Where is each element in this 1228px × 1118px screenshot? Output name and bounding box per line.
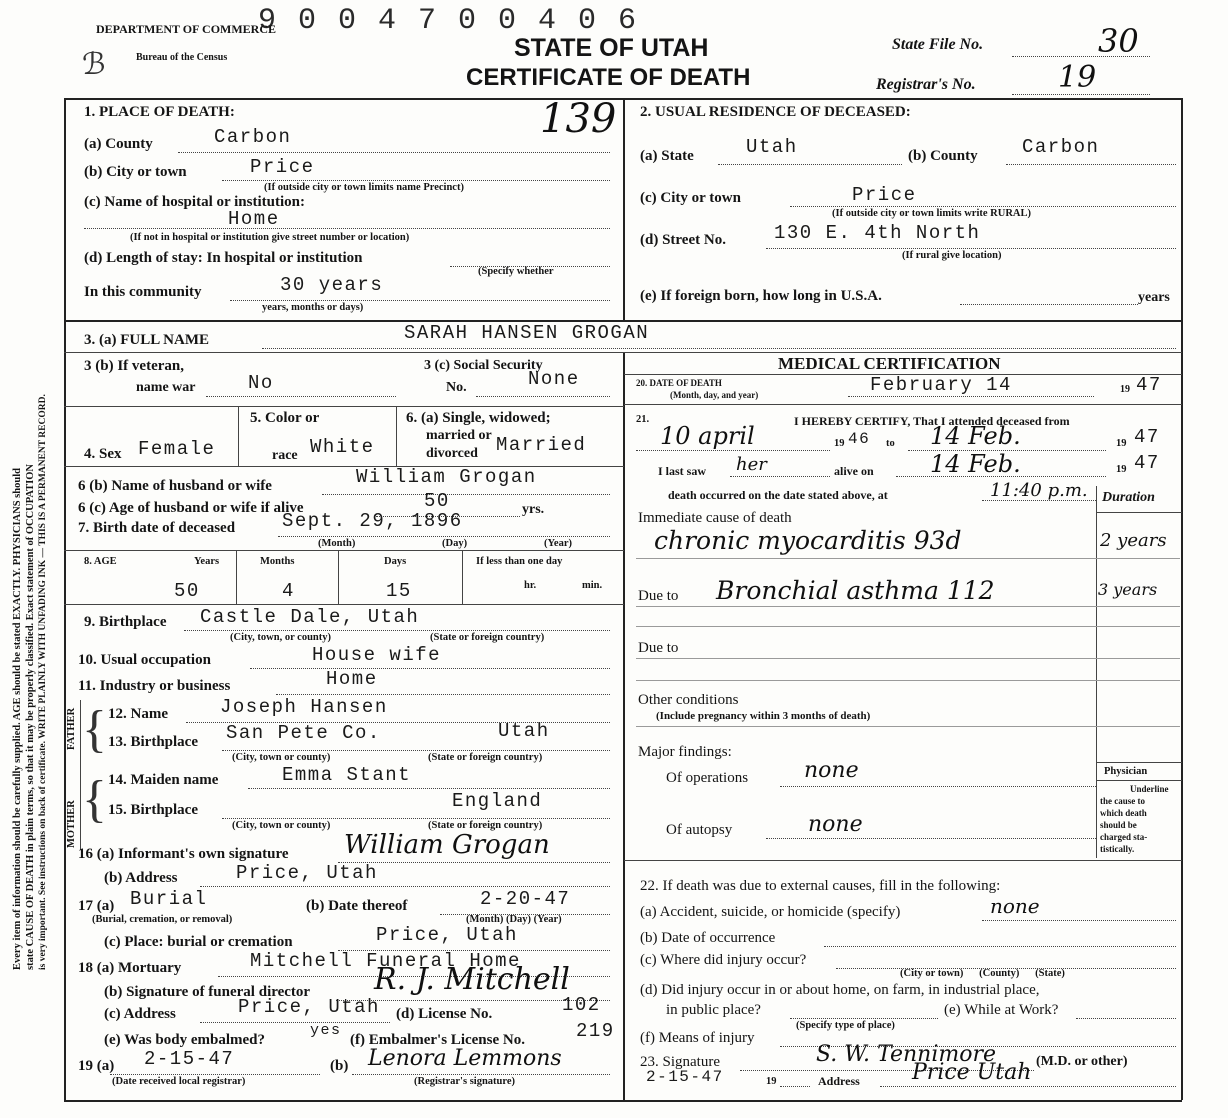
item21-label: 21. (636, 414, 650, 425)
license-label: (d) License No. (396, 1006, 493, 1022)
mother-birthplace-state: England (452, 790, 543, 812)
death-city-value: Price (250, 156, 315, 178)
res-state-value: Utah (746, 136, 798, 158)
license-value: 102 (562, 994, 601, 1016)
mother-bp-note-state: (State or foreign country) (428, 820, 543, 831)
physician-signature: S. W. Tennimore (816, 1042, 997, 1067)
veteran-value: No (248, 372, 274, 394)
res-city-note: (If outside city or town limits write RURAL) (832, 208, 1031, 219)
sig-year-prefix: 19 (766, 1076, 777, 1087)
death-city-note: (If outside city or town limits name Precinct) (264, 182, 464, 193)
res-county-value: Carbon (1022, 136, 1100, 158)
state-file-number: 30 (1098, 22, 1139, 60)
occurrence-date-label: (b) Date of occurrence (640, 930, 776, 946)
medical-title: MEDICAL CERTIFICATION (778, 354, 1001, 373)
to-year-value: 47 (1134, 426, 1160, 448)
attended-from-date: 10 april (660, 422, 755, 450)
informant-address-label: (b) Address (104, 870, 178, 886)
registrar-signature: Lenora Lemmons (368, 1046, 562, 1071)
injury-where-note: (City or town) (County) (State) (900, 968, 1065, 979)
race-label: race (272, 448, 298, 463)
marital-label: 6. (a) Single, widowed; (406, 410, 551, 426)
director-signature: R. J. Mitchell (374, 962, 570, 997)
registrar-label: Registrar's No. (876, 76, 976, 93)
death-time: 11:40 p.m. (990, 480, 1088, 501)
burial-date-value: 2-20-47 (480, 888, 571, 910)
father-name-label: 12. Name (108, 706, 168, 722)
to-year-prefix: 19 (1116, 438, 1127, 449)
birthplace-note-state: (State or foreign country) (430, 632, 545, 643)
physician-sig-label: 23. Signature (640, 1054, 720, 1070)
birth-date-value: Sept. 29, 1896 (282, 510, 463, 532)
birthplace-note-city: (City, town, or county) (230, 632, 332, 643)
place-of-death-heading: 1. PLACE OF DEATH: (84, 104, 235, 120)
physician-address-label: Address (818, 1074, 860, 1088)
occupation-value: House wife (312, 644, 442, 666)
specify-note: (Specify whether (478, 266, 554, 277)
mother-bp-note-city: (City, town or county) (232, 820, 331, 831)
duration-header: Duration (1102, 490, 1155, 505)
ss-value: None (528, 368, 580, 390)
bureau-label: Bureau of the Census (136, 52, 228, 63)
father-birthplace-label: 13. Birthplace (108, 734, 198, 750)
foreign-years-label: years (1138, 290, 1170, 305)
due-to-1-duration: 3 years (1098, 580, 1158, 599)
dod-year-prefix: 19 (1120, 384, 1130, 395)
sex-value: Female (138, 438, 216, 460)
birthplace-label: 9. Birthplace (84, 614, 167, 630)
burial-label: 17 (a) (78, 898, 115, 914)
physician-note-1: Underline (1130, 784, 1169, 794)
res-city-value: Price (852, 184, 917, 206)
age-months-value: 4 (282, 580, 295, 602)
physician-note-4: should be (1100, 820, 1137, 830)
mortuary-address-value: Price, Utah (238, 996, 380, 1018)
informant-sig-label: 16 (a) Informant's own signature (78, 846, 289, 862)
while-at-work-label: (e) While at Work? (944, 1002, 1059, 1018)
res-street-value: 130 E. 4th North (774, 222, 981, 244)
death-county-value: Carbon (214, 126, 292, 148)
birth-year-note: (Year) (544, 538, 572, 549)
dod-label: 20. DATE OF DEATH (636, 378, 722, 388)
from-year-prefix: 19 (834, 438, 845, 449)
physician-note-2: the cause to (1100, 796, 1145, 806)
registrar-number: 19 (1058, 60, 1097, 95)
injury-place-label-2: in public place? (666, 1002, 761, 1018)
alive-year-value: 47 (1134, 452, 1160, 474)
operations-label: Of operations (666, 770, 749, 786)
mother-name-value: Emma Stant (282, 764, 412, 786)
mortuary-address-label: (c) Address (104, 1006, 176, 1022)
due-to-2-label: Due to (638, 640, 679, 656)
spouse-age-value: 50 (424, 490, 450, 512)
age-label: 8. AGE (84, 556, 117, 567)
res-street-note: (If rural give location) (902, 250, 1002, 261)
ss-label: 3 (c) Social Security (424, 358, 543, 373)
stay-label: (d) Length of stay: In hospital or institution (84, 250, 363, 266)
mortuary-value: Mitchell Funeral Home (250, 950, 521, 972)
res-county-label: (b) County (908, 148, 978, 164)
min-label: min. (582, 580, 603, 591)
less-than-day-label: If less than one day (476, 556, 563, 567)
alive-on-label: alive on (834, 464, 874, 478)
color-label: 5. Color or (250, 410, 320, 426)
occupation-label: 10. Usual occupation (78, 652, 211, 668)
alive-year-prefix: 19 (1116, 464, 1127, 475)
external-causes-label: 22. If death was due to external causes, fill in the following: (640, 878, 1001, 894)
mortuary-label: 18 (a) Mortuary (78, 960, 182, 976)
full-name-value: SARAH HANSEN GROGAN (404, 322, 650, 344)
injury-place-note: (Specify type of place) (796, 1020, 895, 1031)
physician-header: Physician (1104, 766, 1148, 777)
age-days-value: 15 (386, 580, 412, 602)
father-bp-note-state: (State or foreign country) (428, 752, 543, 763)
father-name-value: Joseph Hansen (220, 696, 388, 718)
burial-date-label: (b) Date thereof (306, 898, 408, 914)
certify-text: I HEREBY CERTIFY, That I attended deceased from (794, 414, 1070, 428)
injury-where-label: (c) Where did injury occur? (640, 952, 807, 968)
community-label: In this community (84, 284, 202, 300)
burial-date-note: (Month) (Day) (Year) (466, 914, 562, 925)
father-birthplace-value: San Pete Co. (226, 722, 381, 744)
mother-birthplace-label: 15. Birthplace (108, 802, 198, 818)
birth-month-note: (Month) (318, 538, 356, 549)
certificate-number: 9 0 0 4 7 0 0 4 0 6 (258, 4, 639, 38)
state-file-label: State File No. (892, 36, 984, 53)
last-saw-label: I last saw (658, 464, 707, 478)
mother-side-label: MOTHER (66, 800, 77, 848)
dod-value: February 14 (870, 374, 1012, 396)
physician-note-5: charged sta- (1100, 832, 1148, 842)
side-instructions-1: Every item of information should be carefully supplied. AGE should be stated EXACTLY. PHYSICIANS should (12, 468, 23, 970)
death-county-label: (a) County (84, 136, 153, 152)
father-bp-note-city: (City, town or county) (232, 752, 331, 763)
immediate-cause-label: Immediate cause of death (638, 510, 792, 526)
immediate-cause-value: chronic myocarditis 93d (654, 526, 962, 555)
res-city-label: (c) City or town (640, 190, 741, 206)
hospital-value: Home (228, 208, 280, 230)
dod-year-value: 47 (1136, 374, 1162, 396)
spouse-yrs-label: yrs. (522, 502, 545, 517)
other-conditions-label: Other conditions (638, 692, 739, 708)
ss-label-2: No. (446, 380, 467, 395)
physician-address-value: Price Utah (912, 1060, 1032, 1085)
from-year-value: 46 (848, 430, 871, 448)
veteran-label: 3 (b) If veteran, (84, 358, 184, 374)
hospital-note: (If not in hospital or institution give street number or location) (130, 232, 410, 243)
physician-note-6: tistically. (1100, 844, 1135, 854)
spouse-label: 6 (b) Name of husband or wife (78, 478, 272, 494)
autopsy-value: none (808, 812, 863, 837)
state-title: STATE OF UTAH (514, 34, 709, 62)
birth-day-note: (Day) (442, 538, 468, 549)
foreign-born-label: (e) If foreign born, how long in U.S.A. (640, 288, 882, 304)
means-of-injury-label: (f) Means of injury (640, 1030, 755, 1046)
major-findings-label: Major findings: (638, 744, 732, 760)
dod-note: (Month, day, and year) (670, 390, 759, 400)
physician-sig-date: 2-15-47 (646, 1068, 724, 1086)
embalmed-value: yes (310, 1022, 342, 1039)
birthplace-value: Castle Dale, Utah (200, 606, 420, 628)
spouse-value: William Grogan (356, 466, 537, 488)
hr-label: hr. (524, 580, 537, 591)
residence-heading: 2. USUAL RESIDENCE OF DECEASED: (640, 104, 911, 120)
birth-date-label: 7. Birth date of deceased (78, 520, 236, 536)
age-years-header: Years (194, 556, 220, 567)
side-instructions-3: is very important. See instructions on back of certificate. WRITE PLAINLY WITH UNFADING INK — THIS IS A PERMANENT RECORD. (38, 394, 48, 970)
father-brace-icon: { (82, 701, 107, 758)
accident-value: none (990, 894, 1040, 918)
department-label: DEPARTMENT OF COMMERCE (96, 22, 277, 36)
due-to-1-label: Due to (638, 588, 679, 604)
margin-mark: 139 (540, 96, 617, 142)
age-years-value: 50 (174, 580, 200, 602)
hospital-label: (c) Name of hospital or institution: (84, 194, 305, 210)
burial-place-label: (c) Place: burial or cremation (104, 934, 293, 950)
document-title: CERTIFICATE OF DEATH (466, 64, 751, 91)
age-months-header: Months (260, 556, 295, 567)
embalmer-license-value: 219 (576, 1020, 615, 1042)
mother-name-label: 14. Maiden name (108, 772, 219, 788)
res-street-label: (d) Street No. (640, 232, 726, 248)
received-note: (Date received local registrar) (112, 1076, 246, 1087)
physician-note-3: which death (1100, 808, 1147, 818)
injury-place-label: (d) Did injury occur in or about home, on farm, in industrial place, (640, 982, 1040, 998)
community-value: 30 years (280, 274, 384, 296)
industry-label: 11. Industry or business (78, 678, 231, 694)
marital-label-2: married or (426, 428, 492, 443)
to-label: to (886, 438, 895, 449)
res-state-label: (a) State (640, 148, 694, 164)
mother-brace-icon: { (82, 771, 107, 828)
burial-place-value: Price, Utah (376, 924, 518, 946)
full-name-label: 3. (a) FULL NAME (84, 332, 209, 348)
operations-value: none (804, 758, 859, 783)
census-seal-icon: ℬ (82, 48, 106, 81)
director-sig-label: (b) Signature of funeral director (104, 984, 311, 1000)
informant-signature: William Grogan (344, 830, 550, 860)
registrar-date-label: 19 (a) (78, 1058, 115, 1074)
marital-label-3: divorced (426, 446, 478, 461)
father-side-label: FATHER (66, 707, 77, 750)
burial-note: (Burial, cremation, or removal) (92, 914, 233, 925)
age-days-header: Days (384, 556, 407, 567)
marital-value: Married (496, 434, 587, 456)
md-label: (M.D. or other) (1036, 1054, 1128, 1069)
received-date-value: 2-15-47 (144, 1048, 235, 1070)
autopsy-label: Of autopsy (666, 822, 733, 838)
veteran-label-2: name war (136, 380, 196, 395)
spouse-age-label: 6 (c) Age of husband or wife if alive (78, 500, 304, 516)
registrar-sig-note: (Registrar's signature) (414, 1076, 515, 1087)
color-value: White (310, 436, 375, 458)
community-note: years, months or days) (262, 302, 364, 313)
father-birthplace-state: Utah (498, 720, 550, 742)
occurred-label: death occurred on the date stated above, at (668, 488, 888, 502)
due-to-1-value: Bronchial asthma 112 (716, 576, 995, 605)
immediate-duration: 2 years (1100, 530, 1167, 551)
death-city-label: (b) City or town (84, 164, 187, 180)
attended-to-date: 14 Feb. (930, 422, 1021, 450)
industry-value: Home (326, 668, 378, 690)
other-conditions-note: (Include pregnancy within 3 months of death) (656, 710, 871, 722)
alive-date: 14 Feb. (930, 450, 1021, 478)
burial-value: Burial (130, 888, 208, 910)
sex-label: 4. Sex (84, 446, 122, 462)
embalmed-label: (e) Was body embalmed? (104, 1032, 265, 1048)
last-saw-who: her (736, 454, 767, 475)
informant-address-value: Price, Utah (236, 862, 378, 884)
embalmer-license-label: (f) Embalmer's License No. (350, 1032, 525, 1048)
accident-label: (a) Accident, suicide, or homicide (specify) (640, 904, 901, 920)
registrar-sig-label: (b) (330, 1058, 349, 1074)
side-instructions-2: state CAUSE OF DEATH in plain terms, so that it may be properly classified. Exact statement of OCCUPATION (25, 463, 36, 970)
